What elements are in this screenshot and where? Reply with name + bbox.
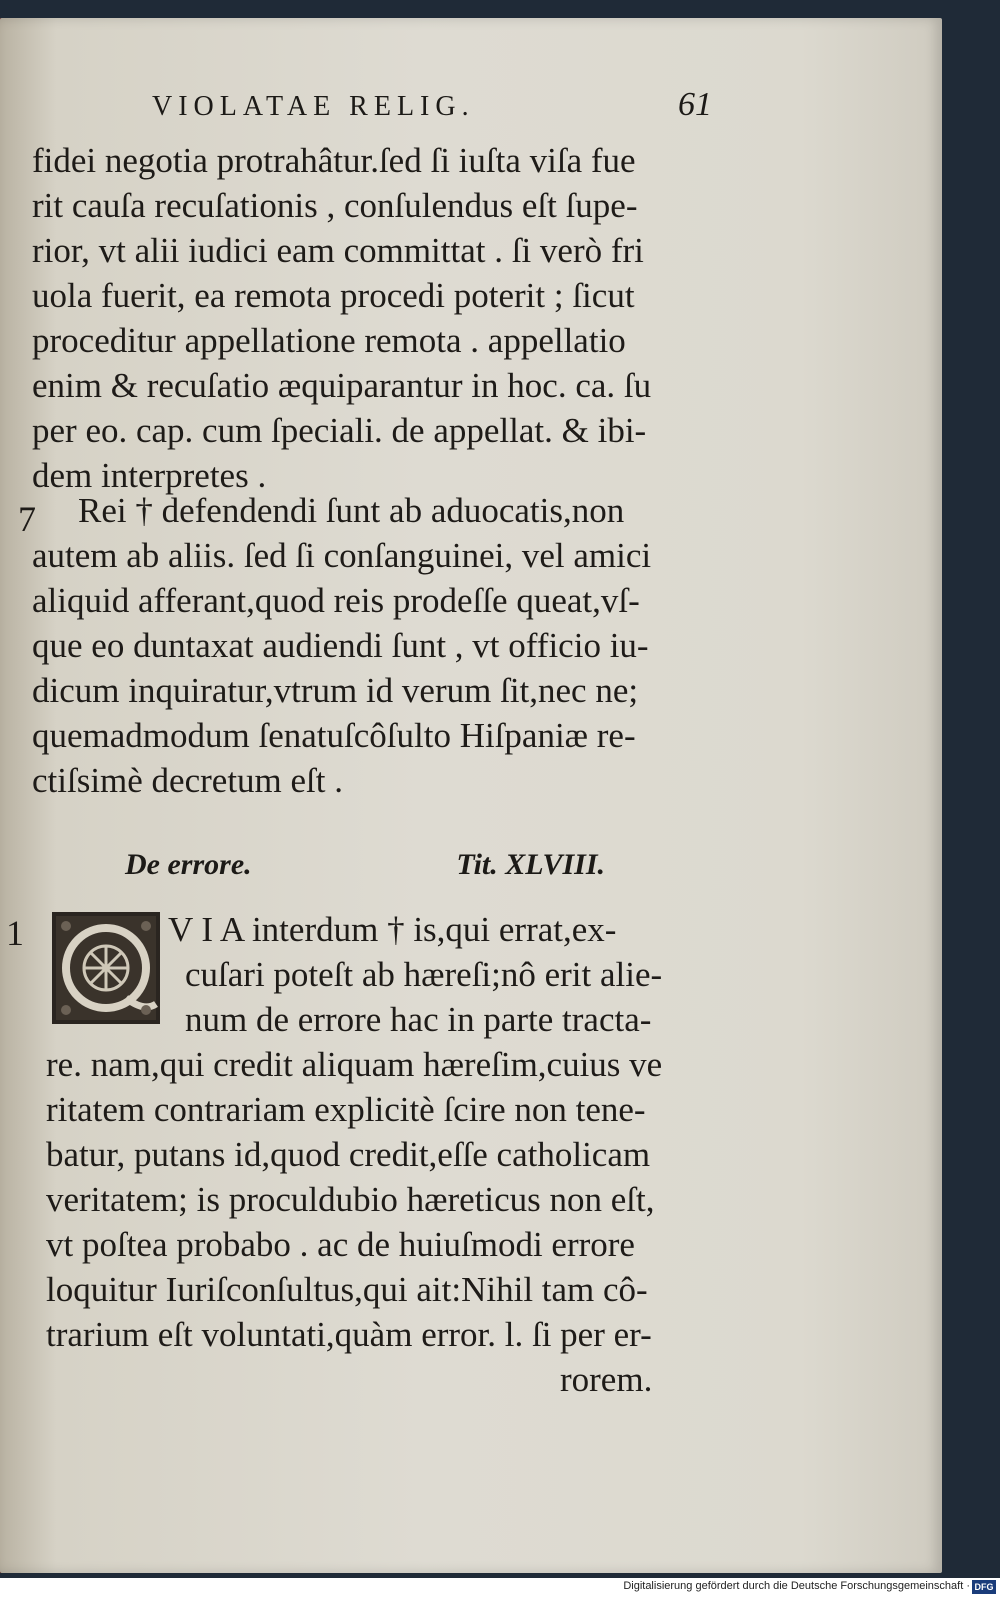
text-line: aliquid afferant,quod reis prodeſſe queat,vſ-: [32, 581, 640, 620]
text-line: fidei negotia protrahâtur.ſed ſi iuſta viſa fue: [32, 141, 636, 180]
text-line: rior, vt alii iudici eam committat . ſi verò fri: [32, 231, 644, 270]
dfg-logo-icon: DFG: [972, 1580, 996, 1594]
text-line: proceditur appellatione remota . appellatio: [32, 321, 626, 360]
section-title: De errore.: [125, 848, 252, 881]
margin-number: 1: [6, 913, 24, 953]
page-number: 61: [678, 86, 712, 123]
text-line: uola fuerit, ea remota procedi poterit ; ſicut: [32, 276, 635, 315]
text-line: cuſari poteſt ab hæreſi;nô erit alie-: [185, 955, 663, 994]
text-line: loquitur Iuriſconſultus,qui ait:Nihil tam cô-: [46, 1270, 648, 1309]
text-line: vt poſtea probabo . ac de huiuſmodi errore: [46, 1225, 635, 1264]
text-line: enim & recuſatio æquiparantur in hoc. ca. ſu: [32, 366, 652, 405]
section-heading: [125, 848, 605, 882]
text-line: batur, putans id,quod credit,eſſe catholicam: [46, 1135, 651, 1174]
text-line: dicum inquiratur,vtrum id verum ſit,nec ne;: [32, 671, 639, 710]
footer-credit: Digitalisierung gefördert durch die Deutsche Forschungsgemeinschaft ·: [623, 1580, 970, 1592]
section-number: Tit. XLVIII.: [456, 848, 605, 881]
text-line: dem interpretes .: [32, 456, 267, 495]
text-line: V I A interdum † is,qui errat,ex-: [168, 910, 617, 949]
text-line: Rei † defendendi ſunt ab aduocatis,non: [78, 491, 625, 530]
text-line: que eo duntaxat audiendi ſunt , vt officio iu-: [32, 626, 649, 665]
running-title: VIOLATAE RELIG.: [152, 91, 475, 122]
text-line: veritatem; is proculdubio hæreticus non eſt,: [46, 1180, 655, 1219]
text-line: ctiſsimè decretum eſt .: [32, 761, 344, 800]
text-line: ritatem contrariam explicitè ſcire non tene-: [46, 1090, 646, 1129]
text-line: autem ab aliis. ſed ſi conſanguinei, vel amici: [32, 536, 652, 575]
catchword: rorem.: [560, 1360, 653, 1399]
text-line: num de errore hac in parte tracta-: [185, 1000, 652, 1039]
text-line: quemadmodum ſenatuſcôſulto Hiſpaniæ re-: [32, 716, 636, 755]
ornamental-initial-q-icon: [52, 912, 160, 1024]
text-line: re. nam,qui credit aliquam hæreſim,cuius ve: [46, 1045, 663, 1084]
text-line: per eo. cap. cum ſpeciali. de appellat. & ibi-: [32, 411, 647, 450]
text-line: trarium eſt voluntati,quàm error. l. ſi per er-: [46, 1315, 652, 1354]
margin-number: 7: [18, 499, 36, 539]
page-header: [152, 86, 712, 124]
text-line: rit cauſa recuſationis , conſulendus eſt ſupe-: [32, 186, 638, 225]
